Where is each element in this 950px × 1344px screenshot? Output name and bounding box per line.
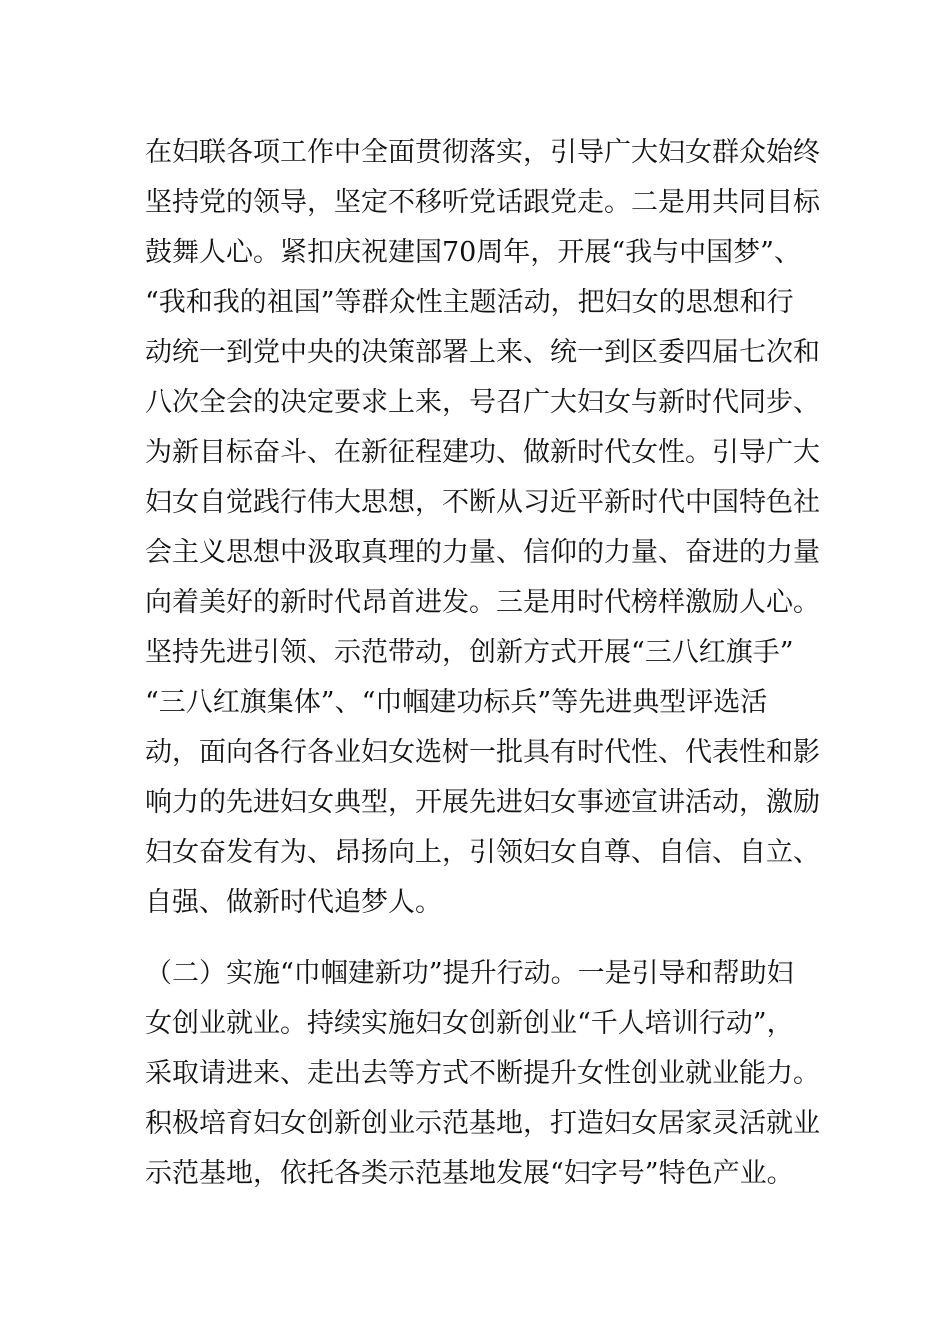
text-line: 在妇联各项工作中全面贯彻落实，引导广大妇女群众始终 [145,137,820,168]
text-line: （二）实施“巾帼建新功”提升行动。一是引导和帮助妇 [145,958,794,989]
text-line: 向着美好的新时代昂首进发。三是用时代榜样激励人心。 [145,587,820,618]
text-line: “三八红旗集体”、“巾帼建功标兵”等先进典型评选活 [145,687,768,718]
text-line: 坚持党的领导，坚定不移听党话跟党走。二是用共同目标 [145,187,820,218]
text-line: 妇女奋发有为、昂扬向上，引领妇女自尊、自信、自立、 [145,837,820,868]
text-line: 为新目标奋斗、在新征程建功、做新时代女性。引导广大 [145,437,820,468]
text-line: 动统一到党中央的决策部署上来、统一到区委四届七次和 [145,337,820,368]
paragraph-women-federation-work [145,128,820,928]
text-line: 妇女自觉践行伟大思想，不断从习近平新时代中国特色社 [145,487,820,518]
text-line: 响力的先进妇女典型，开展先进妇女事迹宣讲活动，激励 [145,787,820,818]
text-line: 积极培育妇女创新创业示范基地，打造妇女居家灵活就业 [145,1108,820,1139]
paragraph-jinguo-action [145,949,820,1199]
text-line: 八次全会的决定要求上来，号召广大妇女与新时代同步、 [145,387,820,418]
text-line: 采取请进来、走出去等方式不断提升女性创业就业能力。 [145,1058,820,1089]
text-line: 鼓舞人心。紧扣庆祝建国70周年，开展“我与中国梦”、 [145,237,801,268]
text-line: 自强、做新时代追梦人。 [145,887,442,918]
text-line: 坚持先进引领、示范带动，创新方式开展“三八红旗手” [145,637,794,668]
text-line: 示范基地，依托各类示范基地发展“妇字号”特色产业。 [145,1158,794,1189]
text-line: 动，面向各行各业妇女选树一批具有时代性、代表性和影 [145,737,820,768]
text-line: 会主义思想中汲取真理的力量、信仰的力量、奋进的力量 [145,537,820,568]
text-line: “我和我的祖国”等群众性主题活动，把妇女的思想和行 [145,287,794,318]
text-line: 女创业就业。持续实施妇女创新创业“千人培训行动”， [145,1008,794,1039]
